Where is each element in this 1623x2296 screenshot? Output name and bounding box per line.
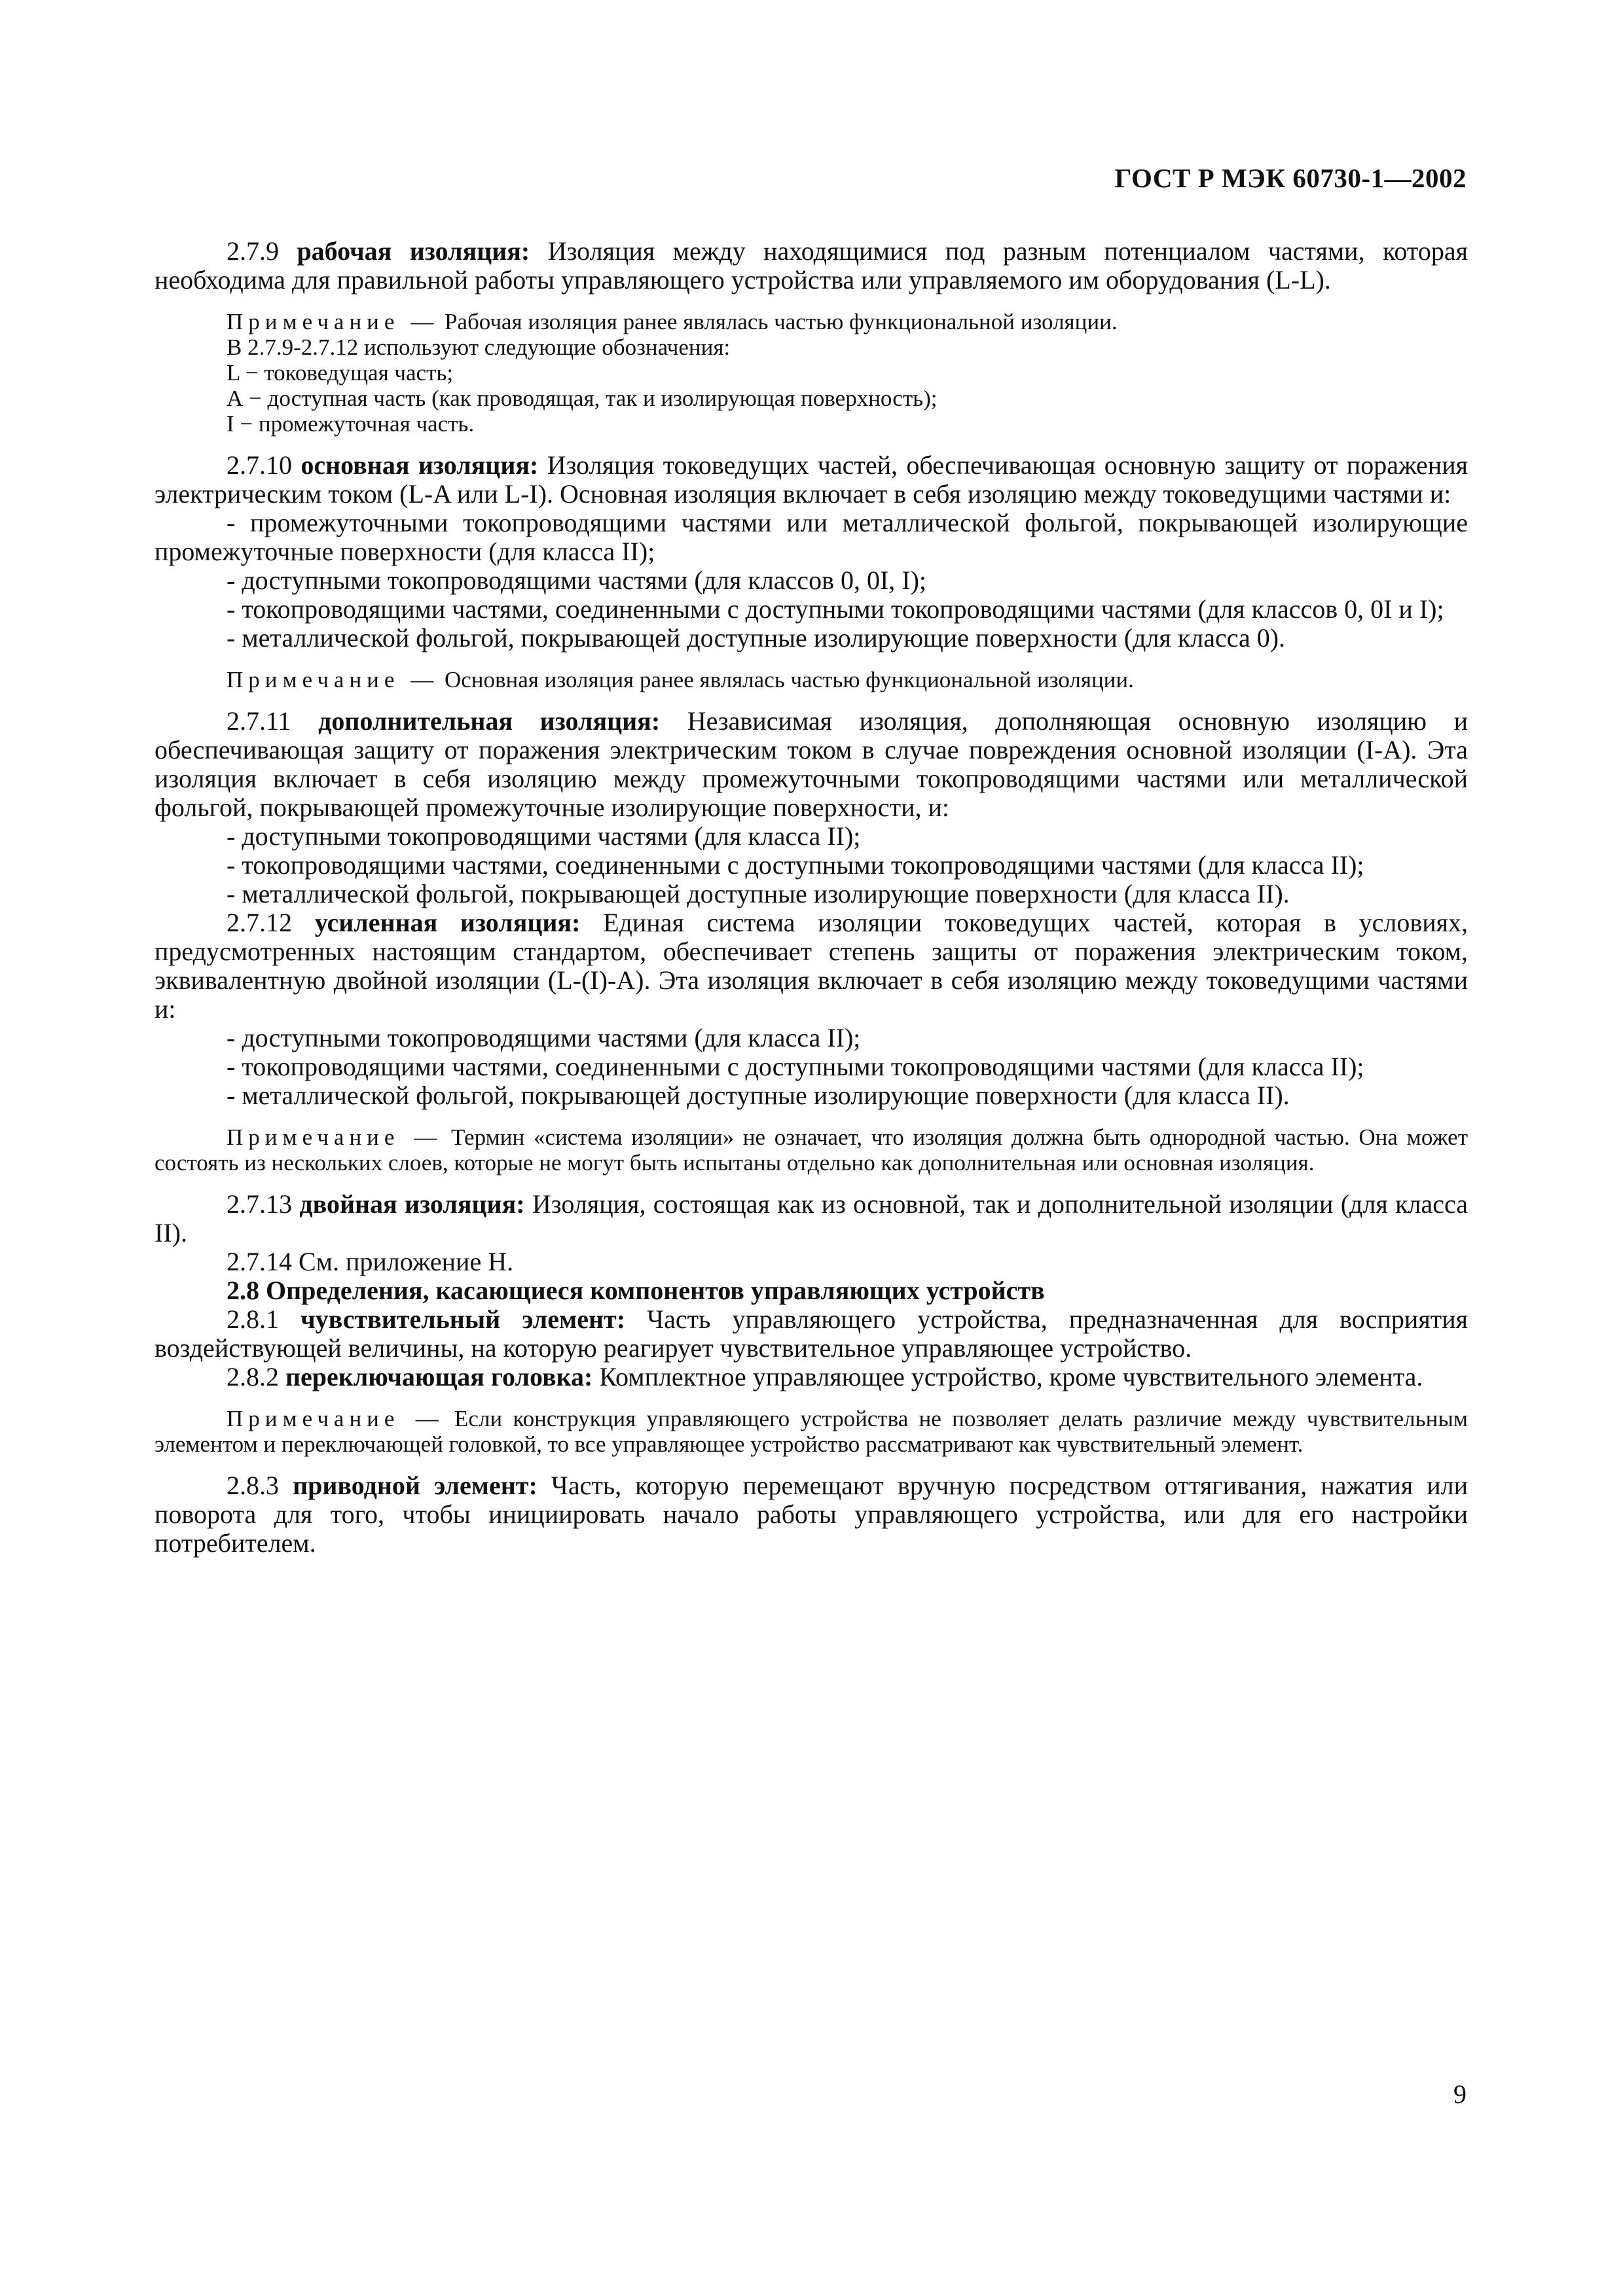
note-1 — [155, 309, 1468, 334]
definition: Комплектное управляющее устройство, кроме чувствительного элемента. — [599, 1362, 1423, 1391]
list-item: - металлической фольгой, покрывающей доступные изолирующие поверхности (для класса II). — [227, 1081, 1290, 1110]
clause-2-8-1 — [155, 1305, 1468, 1363]
list-item: - доступными токопроводящими частями (для класса II); — [227, 821, 861, 851]
clause-number: 2.7.13 — [227, 1189, 292, 1219]
term: чувствительный элемент: — [301, 1304, 626, 1334]
clause-2-7-13 — [155, 1190, 1468, 1247]
note-3 — [155, 1124, 1468, 1175]
note-label: Примечание — — [227, 1406, 444, 1431]
term: переключающая головка: — [285, 1362, 593, 1391]
clause-2-7-14: 2.7.14 См. приложение Н. — [227, 1247, 514, 1276]
list-item: - металлической фольгой, покрывающей доступные изолирующие поверхности (для класса 0). — [227, 623, 1286, 653]
clause-2-8-3 — [155, 1471, 1468, 1558]
term: рабочая изоляция: — [297, 236, 530, 266]
list-item: - промежуточными токопроводящими частями или металлической фольгой, покрывающей изолирующие промежуточные поверхности (для класса II); — [155, 508, 1468, 566]
document-body — [155, 237, 1468, 1558]
list-item: - токопроводящими частями, соединенными с доступными токопроводящими частями (для классов 0, 0I и I); — [227, 594, 1444, 624]
list-item: - токопроводящими частями, соединенными с доступными токопроводящими частями (для класса II); — [227, 1052, 1364, 1081]
note-label: Примечание — — [227, 309, 439, 334]
note-text: Рабочая изоляция ранее являлась частью функциональной изоляции. — [444, 309, 1118, 334]
note-text: Термин «система изоляции» не означает, что изоляция должна быть однородной частью. Она может состоять из нескольких слоев, которые не могут быть испытаны отдельно как дополнительная или основная изоляция. — [155, 1124, 1468, 1175]
term: основная изоляция: — [301, 450, 539, 480]
definition: Часть, которую перемещают вручную посредством оттягивания, нажатия или поворота для того, чтобы инициировать начало работы управляющего устройства, или для его настройки потребителем. — [155, 1471, 1468, 1558]
note-2 — [155, 667, 1468, 692]
clause-2-7-11 — [155, 707, 1468, 822]
list-item: - токопроводящими частями, соединенными с доступными токопроводящими частями (для класса II); — [227, 850, 1364, 880]
list-item: - металлической фольгой, покрывающей доступные изолирующие поверхности (для класса II). — [227, 879, 1290, 908]
definition: Изоляция токоведущих частей, обеспечивающая основную защиту от поражения электрическим током (L-A или L-I). Основная изоляция включает в себя изоляцию между токоведущими частями и: — [155, 450, 1468, 509]
definition: Независимая изоляция, дополняющая основную изоляцию и обеспечивающая защиту от поражения электрическим током в случае повреждения основной изоляции (I-A). Эта изоляция включает в себя изоляцию между промежуточными токопроводящими частями или металлической фольгой, покрывающей промежуточные изолирующие поверхности, и: — [155, 706, 1468, 822]
note-1-line: I − промежуточная часть. — [227, 411, 475, 437]
definition: Единая система изоляции токоведущих частей, которая в условиях, предусмотренных настоящим стандартом, обеспечивает степень защиты от поражения электрическим током, эквивалентную двойной изоляции (L-(I)-A). Эта изоляция включает в себя изоляцию между токоведущими частями и: — [155, 908, 1468, 1024]
clause-2-7-9 — [155, 237, 1468, 295]
clause-number: 2.8.1 — [227, 1304, 279, 1334]
term: двойная изоляция: — [299, 1189, 525, 1219]
clause-number: 2.7.10 — [227, 450, 292, 480]
note-1-line: L − токоведущая часть; — [227, 360, 454, 386]
clause-number: 2.8.3 — [227, 1471, 279, 1500]
definition: Изоляция, состоящая как из основной, так и дополнительной изоляции (для класса II). — [155, 1189, 1468, 1247]
term: усиленная изоляция: — [314, 908, 581, 937]
definition: Часть управляющего устройства, предназначенная для восприятия воздействующей величины, на которую реагирует чувствительное управляющее устройство. — [155, 1304, 1468, 1363]
definition: Изоляция между находящимися под разным потенциалом частями, которая необходима для правильной работы управляющего устройства или управляемого им оборудования (L-L). — [155, 236, 1468, 295]
clause-number: 2.7.11 — [227, 706, 291, 736]
clause-2-8-2 — [155, 1363, 1468, 1391]
page-number: 9 — [1453, 2079, 1467, 2109]
note-1-line: В 2.7.9-2.7.12 используют следующие обозначения: — [227, 334, 731, 360]
clause-2-7-10 — [155, 451, 1468, 509]
list-item: - доступными токопроводящими частями (для классов 0, 0I, I); — [227, 565, 927, 595]
clause-number: 2.8.2 — [227, 1362, 279, 1391]
clause-2-7-12 — [155, 908, 1468, 1024]
term: приводной элемент: — [293, 1471, 538, 1500]
section-heading-2-8: 2.8 Определения, касающиеся компонентов управляющих устройств — [227, 1276, 1045, 1305]
note-text: Основная изоляция ранее являлась частью функциональной изоляции. — [444, 667, 1134, 692]
note-1-line: А − доступная часть (как проводящая, так и изолирующая поверхность); — [227, 386, 938, 411]
list-item: - доступными токопроводящими частями (для класса II); — [227, 1023, 861, 1052]
clause-number: 2.7.12 — [227, 908, 292, 937]
note-text: Если конструкция управляющего устройства не позволяет делать различие между чувствительным элементом и переключающей головкой, то все управляющее устройство рассматривают как чувствительный элемент. — [155, 1406, 1468, 1457]
term: дополнительная изоляция: — [318, 706, 661, 736]
clause-number: 2.7.9 — [227, 236, 279, 266]
document-header: ГОСТ Р МЭК 60730-1—2002 — [1114, 163, 1467, 193]
note-label: Примечание — — [227, 1124, 443, 1150]
note-4 — [155, 1406, 1468, 1457]
note-label: Примечание — — [227, 667, 439, 692]
